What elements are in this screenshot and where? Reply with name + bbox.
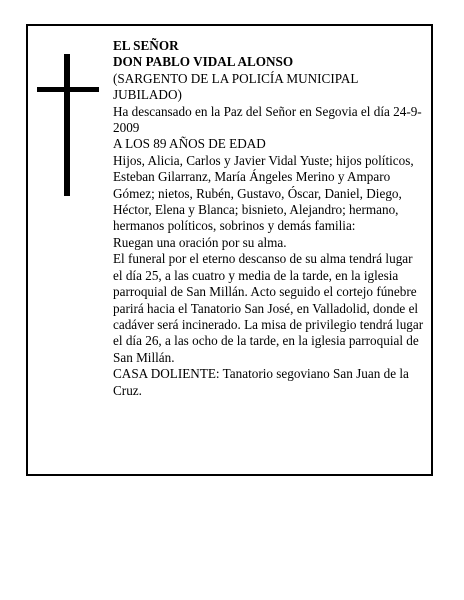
prayer-request: Ruegan una oración por su alma. — [113, 234, 287, 250]
obituary-text — [113, 38, 425, 399]
obituary-title: EL SEÑOR — [113, 38, 179, 53]
deceased-rank: (SARGENTO DE LA POLICÍA MUNICIPAL JUBILADO) — [113, 70, 358, 103]
mourning-house: CASA DOLIENTE: Tanatorio segoviano San Juan de la Cruz. — [113, 366, 409, 398]
funeral-details: El funeral por el eterno descanso de su alma tendrá lugar el día 25, a las cuatro y media de la tarde, en la iglesia parroquial de San Millán. Acto seguido el cortejo fúnebre parirá hacia el Tanatorio San José, en Valladolid, donde el cadáver será incinerado. La misa de privilegio tendrá lugar el día 26, a las ocho de la tarde, en la iglesia parroquial de San Millán. — [113, 251, 424, 365]
family-list: Hijos, Alicia, Carlos y Javier Vidal Yuste; hijos políticos, Esteban Gilarranz, María Ángeles Merino y Amparo Gómez; nietos, Rubén, Gustavo, Óscar, Daniel, Diego, Héctor, Elena y Blanca; bisnieto, Alejandro; hermano, hermanos políticos, sobrinos y demás familia: — [113, 152, 414, 234]
cross-icon — [37, 54, 99, 196]
death-notice: Ha descansado en la Paz del Señor en Segovia el día 24-9-2009 — [113, 103, 422, 136]
cross-vertical-bar — [64, 54, 70, 196]
deceased-name: DON PABLO VIDAL ALONSO — [113, 54, 294, 70]
cross-horizontal-bar — [37, 87, 99, 92]
deceased-age: A LOS 89 AÑOS DE EDAD — [113, 136, 266, 152]
